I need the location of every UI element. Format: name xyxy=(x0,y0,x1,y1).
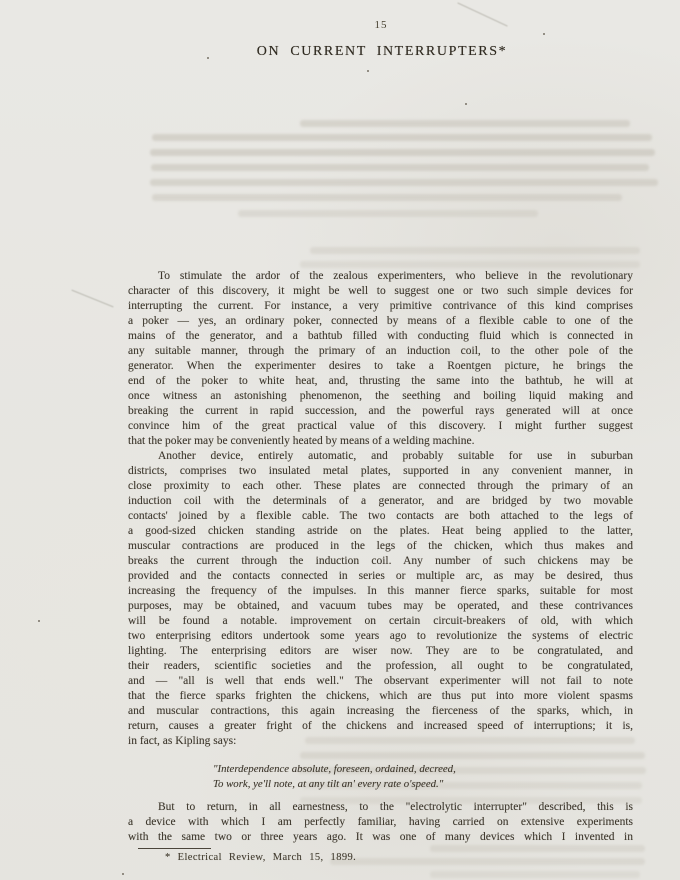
paragraph xyxy=(128,800,633,845)
text-line: lighting. The enterprising editors are wiser now. They are to be congratulated, and xyxy=(128,645,633,657)
text-line: a good-sized chicken standing astride on the plates. Heat being applied to the latter, xyxy=(128,525,633,537)
paper-crease xyxy=(457,2,507,26)
text-line: generator. When the experimenter desires to take a Roentgen picture, he brings the xyxy=(128,360,633,372)
text-line: "Interdependence absolute, foreseen, ordained, decreed, xyxy=(213,763,456,775)
bleedthrough-line xyxy=(152,134,652,141)
body-text xyxy=(128,269,633,845)
kipling-quote xyxy=(128,762,633,792)
text-line: and — "all is well that ends well." The observant experimenter will not fail to note xyxy=(128,675,633,687)
paper-speck xyxy=(367,70,369,72)
text-line: any suitable manner, through the primary of an induction coil, to the other pole of the xyxy=(128,345,633,357)
text-line: once witness an astonishing phenomenon, the seething and boiling liquid making and xyxy=(128,390,633,402)
paragraph xyxy=(128,449,633,749)
paper-speck xyxy=(543,33,545,35)
bleedthrough-line xyxy=(310,247,640,254)
text-line: character of this discovery, it might be well to suggest one or two such simple devices for xyxy=(128,285,633,297)
page-title: ON CURRENT INTERRUPTERS* xyxy=(256,44,508,59)
text-line: a poker — yes, an ordinary poker, connected by means of a flexible cable to one of the xyxy=(128,315,633,327)
text-line: in fact, as Kipling says: xyxy=(128,735,237,747)
bleedthrough-line xyxy=(152,194,622,201)
text-line: will be found a notable. improvement on certain circuit-breakers of old, with which xyxy=(128,615,633,627)
paper-speck xyxy=(38,620,40,622)
text-line: and muscular contractions, this again increasing the fierceness of the sparks, which, in xyxy=(128,705,633,717)
text-line: increasing the frequency of the impulses. In this manner fierce sparks, suitable for most xyxy=(128,585,633,597)
text-line: two enterprising editors undertook some years ago to revolutionize the systems of electric xyxy=(128,630,633,642)
bleedthrough-line xyxy=(300,120,630,127)
footnote: * Electrical Review, March 15, 1899. xyxy=(165,852,357,863)
text-line: end of the poker to white heat, and, thrusting the same into the bathtub, he will at xyxy=(128,375,633,387)
text-line: their readers, scientific societies and the profession, all ought to be congratulated, xyxy=(128,660,633,672)
text-line: breaking the current in rapid succession, and the powerful rays generated will at once xyxy=(128,405,633,417)
bleedthrough-line xyxy=(300,261,640,268)
text-line: breaks the current through the induction coil. Any number of such chickens may be xyxy=(128,555,633,567)
paragraph xyxy=(128,269,633,449)
bleedthrough-line xyxy=(330,858,645,865)
bleedthrough-line xyxy=(238,210,538,217)
text-line: return, causes a greater fright of the chickens and increased speed of interruptions; it is, xyxy=(128,720,633,732)
text-line: muscular contractions are produced in the legs of the chicken, which thus makes and xyxy=(128,540,633,552)
page-number: 15 xyxy=(374,19,388,31)
text-line: induction coil with the determinals of a generator, and are bridged by two movable xyxy=(128,495,633,507)
text-line: with the same two or three years ago. It was one of many devices which I invented in xyxy=(128,831,633,843)
text-line: To stimulate the ardor of the zealous experimenters, who believe in the revolutionary xyxy=(158,270,633,282)
bleedthrough-line xyxy=(150,179,658,186)
text-line: a device with which I am perfectly familiar, having carried on extensive experiments xyxy=(128,816,633,828)
text-line: purposes, may be obtained, and vacuum tubes may be operated, and these contrivances xyxy=(128,600,633,612)
text-line: close proximity to each other. These plates are connected through the primary of an xyxy=(128,480,633,492)
footnote-rule xyxy=(138,848,211,849)
text-line: contacts' joined by a flexible cable. The two contacts are both attached to the legs of xyxy=(128,510,633,522)
paper-speck xyxy=(122,873,124,875)
bleedthrough-line xyxy=(430,845,645,852)
text-line: interrupting the current. For instance, a very primitive contrivance of this kind comprises xyxy=(128,300,633,312)
text-line: mains of the generator, and a bathtub filled with conducting fluid which is connected in xyxy=(128,330,633,342)
bleedthrough-line xyxy=(151,164,649,171)
paper-speck xyxy=(207,57,209,59)
paper-speck xyxy=(465,103,467,105)
text-line: convince him of the great practical value of this discovery. I might further suggest xyxy=(128,420,633,432)
text-line: that the poker may be conveniently heated by means of a welding machine. xyxy=(128,435,475,447)
paper-crease xyxy=(71,290,113,308)
text-line: To work, ye'll note, at any tilt an' every rate o'speed." xyxy=(213,778,444,790)
bleedthrough-line xyxy=(150,149,655,156)
text-line: But to return, in all earnestness, to the "electrolytic interrupter" described, this is xyxy=(158,801,633,813)
text-line: Another device, entirely automatic, and probably suitable for use in suburban xyxy=(158,450,633,462)
text-line: that the fierce sparks frighten the chickens, which are thus put into more violent spasms xyxy=(128,690,633,702)
bleedthrough-line xyxy=(430,871,640,878)
text-line: provided and the contacts connected in series or multiple arc, as may be desired, thus xyxy=(128,570,633,582)
text-line: districts, comprises two insulated metal plates, supported in any convenient manner, in xyxy=(128,465,633,477)
